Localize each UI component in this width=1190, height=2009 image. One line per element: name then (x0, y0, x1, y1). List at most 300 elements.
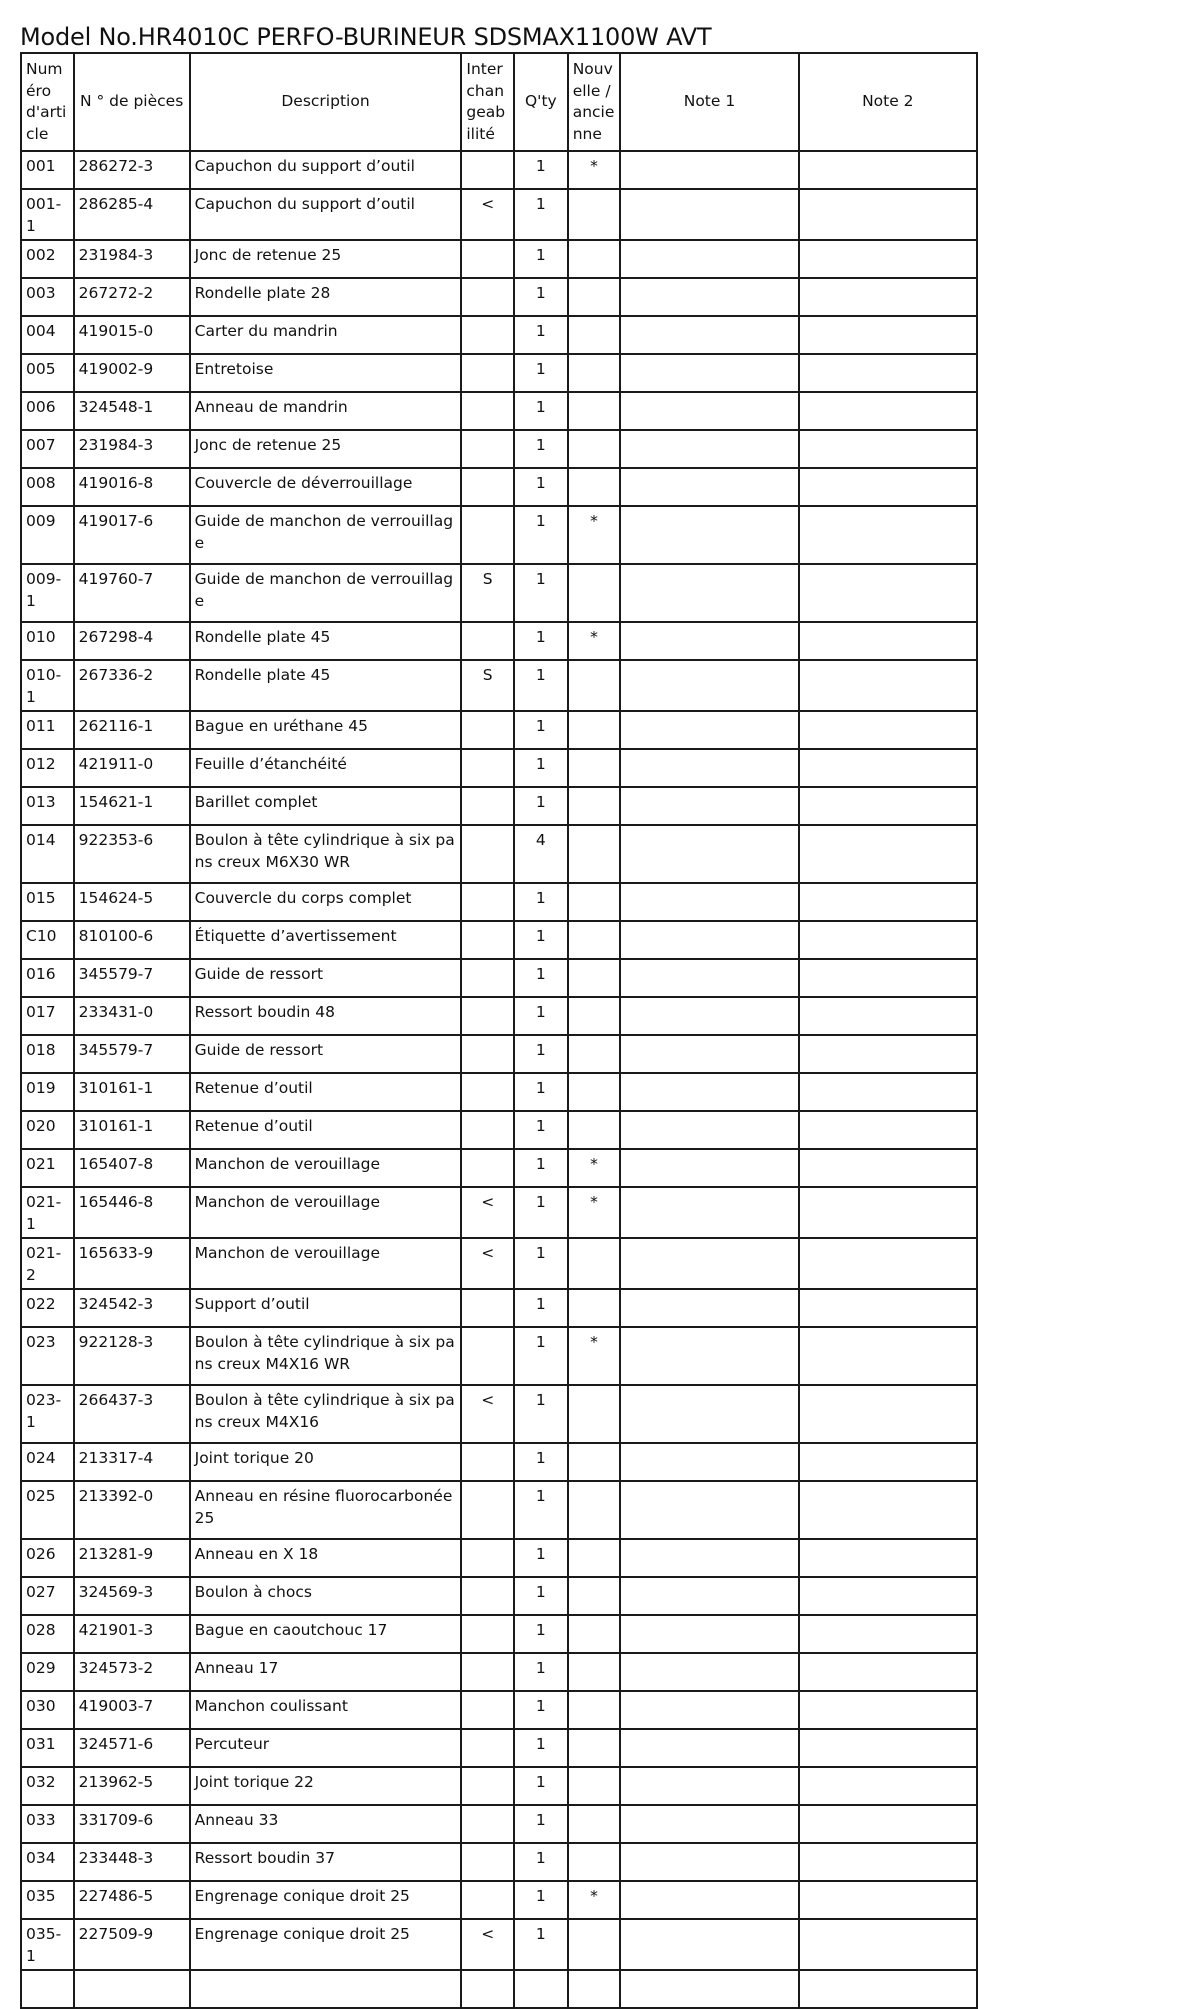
note-2-cell (799, 749, 977, 787)
description-cell: Rondelle plate 45 (190, 660, 462, 711)
item-number-cell: 013 (21, 787, 74, 825)
table-row (21, 1539, 977, 1577)
description-cell: Rondelle plate 28 (190, 278, 462, 316)
interchangeability-cell: < (461, 1238, 514, 1289)
table-row (21, 1881, 977, 1919)
part-number-cell: 267272-2 (74, 278, 190, 316)
note-2-cell (799, 1577, 977, 1615)
note-2-cell (799, 787, 977, 825)
description-cell: Retenue d’outil (190, 1073, 462, 1111)
table-row (21, 354, 977, 392)
table-row (21, 825, 977, 883)
note-2-cell (799, 959, 977, 997)
note-2-cell (799, 1289, 977, 1327)
quantity-cell: 1 (514, 1919, 568, 1970)
interchangeability-cell (461, 151, 514, 189)
part-number-cell: 267298-4 (74, 622, 190, 660)
quantity-cell: 1 (514, 1187, 568, 1238)
note-1-cell (620, 354, 798, 392)
note-2-cell (799, 921, 977, 959)
description-cell: Feuille d’étanchéité (190, 749, 462, 787)
table-row (21, 749, 977, 787)
new-old-cell (568, 711, 621, 749)
new-old-cell (568, 1539, 621, 1577)
interchangeability-cell (461, 1539, 514, 1577)
item-number-cell: 028 (21, 1615, 74, 1653)
quantity-cell: 4 (514, 825, 568, 883)
new-old-cell (568, 1289, 621, 1327)
note-1-cell (620, 506, 798, 564)
part-number-cell: 154621-1 (74, 787, 190, 825)
interchangeability-cell (461, 1327, 514, 1385)
note-1-cell (620, 1729, 798, 1767)
empty-cell (514, 1970, 568, 2008)
table-row (21, 921, 977, 959)
item-number-cell: 011 (21, 711, 74, 749)
item-number-cell: 008 (21, 468, 74, 506)
interchangeability-cell: S (461, 564, 514, 622)
note-1-cell (620, 1653, 798, 1691)
item-number-cell: 021 (21, 1149, 74, 1187)
description-cell: Bague en uréthane 45 (190, 711, 462, 749)
part-number-cell: 165446-8 (74, 1187, 190, 1238)
new-old-cell: * (568, 1881, 621, 1919)
note-1-cell (620, 1111, 798, 1149)
description-cell: Boulon à tête cylindrique à six pans creux M4X16 WR (190, 1327, 462, 1385)
new-old-cell: * (568, 151, 621, 189)
quantity-cell: 1 (514, 1729, 568, 1767)
item-number-cell: 010 (21, 622, 74, 660)
note-2-cell (799, 1481, 977, 1539)
item-number-cell: 009 (21, 506, 74, 564)
note-1-cell (620, 1443, 798, 1481)
note-2-cell (799, 622, 977, 660)
note-1-cell (620, 1919, 798, 1970)
note-2-cell (799, 1443, 977, 1481)
part-number-cell: 267336-2 (74, 660, 190, 711)
interchangeability-cell (461, 825, 514, 883)
new-old-cell (568, 354, 621, 392)
note-1-cell (620, 1327, 798, 1385)
quantity-cell: 1 (514, 1843, 568, 1881)
note-1-cell (620, 1238, 798, 1289)
note-2-cell (799, 564, 977, 622)
quantity-cell: 1 (514, 959, 568, 997)
new-old-cell (568, 921, 621, 959)
item-number-cell: 024 (21, 1443, 74, 1481)
interchangeability-cell (461, 1577, 514, 1615)
note-1-cell (620, 1881, 798, 1919)
new-old-cell (568, 564, 621, 622)
quantity-cell: 1 (514, 354, 568, 392)
new-old-cell: * (568, 1187, 621, 1238)
item-number-cell: 032 (21, 1767, 74, 1805)
item-number-cell: 021-1 (21, 1187, 74, 1238)
interchangeability-cell (461, 240, 514, 278)
note-2-cell (799, 1539, 977, 1577)
new-old-cell (568, 1843, 621, 1881)
table-row (21, 1238, 977, 1289)
quantity-cell: 1 (514, 660, 568, 711)
quantity-cell: 1 (514, 564, 568, 622)
interchangeability-cell (461, 1729, 514, 1767)
interchangeability-cell (461, 1073, 514, 1111)
part-number-cell: 213317-4 (74, 1443, 190, 1481)
header-quantity: Q'ty (514, 53, 568, 151)
interchangeability-cell (461, 392, 514, 430)
note-2-cell (799, 1691, 977, 1729)
note-1-cell (620, 787, 798, 825)
note-2-cell (799, 1187, 977, 1238)
note-2-cell (799, 1035, 977, 1073)
note-1-cell (620, 1187, 798, 1238)
item-number-cell: 020 (21, 1111, 74, 1149)
table-row (21, 1035, 977, 1073)
new-old-cell: * (568, 1149, 621, 1187)
table-row (21, 1327, 977, 1385)
table-row (21, 316, 977, 354)
description-cell: Capuchon du support d’outil (190, 151, 462, 189)
quantity-cell: 1 (514, 787, 568, 825)
interchangeability-cell (461, 622, 514, 660)
table-row (21, 392, 977, 430)
item-number-cell: 029 (21, 1653, 74, 1691)
interchangeability-cell (461, 959, 514, 997)
note-1-cell (620, 1767, 798, 1805)
page-title: Model No.HR4010C PERFO-BURINEUR SDSMAX1100W AVT (20, 23, 712, 51)
part-number-cell: 213392-0 (74, 1481, 190, 1539)
item-number-cell: 004 (21, 316, 74, 354)
note-1-cell (620, 278, 798, 316)
note-2-cell (799, 997, 977, 1035)
note-1-cell (620, 151, 798, 189)
quantity-cell: 1 (514, 506, 568, 564)
table-row (21, 564, 977, 622)
note-1-cell (620, 1691, 798, 1729)
parts-table (20, 52, 978, 2009)
note-1-cell (620, 468, 798, 506)
quantity-cell: 1 (514, 921, 568, 959)
part-number-cell: 419760-7 (74, 564, 190, 622)
table-row (21, 883, 977, 921)
item-number-cell: 001-1 (21, 189, 74, 240)
table-row (21, 1843, 977, 1881)
new-old-cell (568, 1238, 621, 1289)
part-number-cell: 165407-8 (74, 1149, 190, 1187)
interchangeability-cell (461, 1443, 514, 1481)
quantity-cell: 1 (514, 1111, 568, 1149)
note-2-cell (799, 316, 977, 354)
interchangeability-cell (461, 883, 514, 921)
part-number-cell: 286285-4 (74, 189, 190, 240)
new-old-cell (568, 997, 621, 1035)
description-cell: Barillet complet (190, 787, 462, 825)
new-old-cell (568, 430, 621, 468)
table-row (21, 997, 977, 1035)
quantity-cell: 1 (514, 1327, 568, 1385)
note-2-cell (799, 1805, 977, 1843)
part-number-cell: 324542-3 (74, 1289, 190, 1327)
interchangeability-cell: < (461, 1385, 514, 1443)
new-old-cell (568, 278, 621, 316)
quantity-cell: 1 (514, 1238, 568, 1289)
table-row (21, 787, 977, 825)
description-cell: Manchon de verouillage (190, 1238, 462, 1289)
note-2-cell (799, 1615, 977, 1653)
item-number-cell: 022 (21, 1289, 74, 1327)
part-number-cell: 213962-5 (74, 1767, 190, 1805)
note-2-cell (799, 468, 977, 506)
item-number-cell: 023-1 (21, 1385, 74, 1443)
part-number-cell: 233431-0 (74, 997, 190, 1035)
part-number-cell: 233448-3 (74, 1843, 190, 1881)
description-cell: Percuteur (190, 1729, 462, 1767)
table-row (21, 660, 977, 711)
quantity-cell: 1 (514, 1035, 568, 1073)
header-note-1: Note 1 (620, 53, 798, 151)
item-number-cell: 023 (21, 1327, 74, 1385)
table-row (21, 1073, 977, 1111)
note-2-cell (799, 1073, 977, 1111)
quantity-cell: 1 (514, 1539, 568, 1577)
new-old-cell (568, 1385, 621, 1443)
interchangeability-cell (461, 468, 514, 506)
note-2-cell (799, 1729, 977, 1767)
interchangeability-cell: < (461, 189, 514, 240)
part-number-cell: 324571-6 (74, 1729, 190, 1767)
note-1-cell (620, 430, 798, 468)
empty-cell (620, 1970, 798, 2008)
interchangeability-cell: < (461, 1187, 514, 1238)
note-2-cell (799, 1327, 977, 1385)
note-1-cell (620, 316, 798, 354)
new-old-cell (568, 1805, 621, 1843)
note-1-cell (620, 189, 798, 240)
part-number-cell: 266437-3 (74, 1385, 190, 1443)
part-number-cell: 810100-6 (74, 921, 190, 959)
part-number-cell: 262116-1 (74, 711, 190, 749)
interchangeability-cell (461, 506, 514, 564)
part-number-cell: 231984-3 (74, 430, 190, 468)
item-number-cell: 001 (21, 151, 74, 189)
interchangeability-cell (461, 1149, 514, 1187)
note-2-cell (799, 711, 977, 749)
description-cell: Guide de manchon de verrouillage (190, 506, 462, 564)
quantity-cell: 1 (514, 278, 568, 316)
new-old-cell (568, 1073, 621, 1111)
note-1-cell (620, 825, 798, 883)
table-row (21, 1187, 977, 1238)
table-row (21, 1767, 977, 1805)
description-cell: Ressort boudin 48 (190, 997, 462, 1035)
quantity-cell: 1 (514, 1481, 568, 1539)
table-row (21, 959, 977, 997)
note-1-cell (620, 1577, 798, 1615)
table-row (21, 1289, 977, 1327)
table-row (21, 1691, 977, 1729)
new-old-cell (568, 189, 621, 240)
new-old-cell (568, 1035, 621, 1073)
description-cell: Joint torique 20 (190, 1443, 462, 1481)
interchangeability-cell (461, 430, 514, 468)
empty-cell (74, 1970, 190, 2008)
new-old-cell: * (568, 506, 621, 564)
description-cell: Anneau en X 18 (190, 1539, 462, 1577)
note-1-cell (620, 1481, 798, 1539)
description-cell: Carter du mandrin (190, 316, 462, 354)
note-2-cell (799, 506, 977, 564)
note-2-cell (799, 1385, 977, 1443)
item-number-cell: 019 (21, 1073, 74, 1111)
interchangeability-cell (461, 1843, 514, 1881)
interchangeability-cell: < (461, 1919, 514, 1970)
item-number-cell: 005 (21, 354, 74, 392)
note-2-cell (799, 1653, 977, 1691)
description-cell: Ressort boudin 37 (190, 1843, 462, 1881)
part-number-cell: 324569-3 (74, 1577, 190, 1615)
item-number-cell: 007 (21, 430, 74, 468)
table-row (21, 1970, 977, 2008)
new-old-cell (568, 787, 621, 825)
note-1-cell (620, 959, 798, 997)
note-2-cell (799, 240, 977, 278)
table-row (21, 506, 977, 564)
item-number-cell: 026 (21, 1539, 74, 1577)
description-cell: Couvercle de déverrouillage (190, 468, 462, 506)
description-cell: Manchon de verouillage (190, 1149, 462, 1187)
part-number-cell: 421901-3 (74, 1615, 190, 1653)
quantity-cell: 1 (514, 316, 568, 354)
table-header-row (21, 53, 977, 151)
description-cell: Couvercle du corps complet (190, 883, 462, 921)
interchangeability-cell (461, 278, 514, 316)
note-1-cell (620, 392, 798, 430)
part-number-cell: 419017-6 (74, 506, 190, 564)
interchangeability-cell (461, 1289, 514, 1327)
new-old-cell (568, 959, 621, 997)
header-item-number: Numéro d'article (21, 53, 74, 151)
quantity-cell: 1 (514, 883, 568, 921)
item-number-cell: 012 (21, 749, 74, 787)
part-number-cell: 419015-0 (74, 316, 190, 354)
note-1-cell (620, 1149, 798, 1187)
note-1-cell (620, 660, 798, 711)
new-old-cell (568, 1691, 621, 1729)
quantity-cell: 1 (514, 622, 568, 660)
description-cell: Jonc de retenue 25 (190, 240, 462, 278)
interchangeability-cell (461, 749, 514, 787)
quantity-cell: 1 (514, 1653, 568, 1691)
interchangeability-cell (461, 354, 514, 392)
note-1-cell (620, 1615, 798, 1653)
new-old-cell (568, 468, 621, 506)
note-1-cell (620, 711, 798, 749)
table-row (21, 1653, 977, 1691)
interchangeability-cell (461, 1881, 514, 1919)
part-number-cell: 345579-7 (74, 1035, 190, 1073)
description-cell: Manchon de verouillage (190, 1187, 462, 1238)
part-number-cell: 310161-1 (74, 1073, 190, 1111)
quantity-cell: 1 (514, 468, 568, 506)
table-row (21, 1149, 977, 1187)
note-2-cell (799, 1767, 977, 1805)
item-number-cell: 016 (21, 959, 74, 997)
interchangeability-cell (461, 316, 514, 354)
new-old-cell (568, 1729, 621, 1767)
part-number-cell: 324548-1 (74, 392, 190, 430)
header-description: Description (190, 53, 462, 151)
part-number-cell: 231984-3 (74, 240, 190, 278)
interchangeability-cell (461, 1691, 514, 1729)
quantity-cell: 1 (514, 711, 568, 749)
description-cell: Joint torique 22 (190, 1767, 462, 1805)
empty-cell (21, 1970, 74, 2008)
item-number-cell: 035 (21, 1881, 74, 1919)
new-old-cell (568, 883, 621, 921)
item-number-cell: 002 (21, 240, 74, 278)
note-2-cell (799, 189, 977, 240)
item-number-cell: 009-1 (21, 564, 74, 622)
note-2-cell (799, 392, 977, 430)
part-number-cell: 419003-7 (74, 1691, 190, 1729)
new-old-cell (568, 1111, 621, 1149)
part-number-cell: 922353-6 (74, 825, 190, 883)
item-number-cell: 014 (21, 825, 74, 883)
interchangeability-cell (461, 1653, 514, 1691)
table-row (21, 430, 977, 468)
note-1-cell (620, 1385, 798, 1443)
note-1-cell (620, 997, 798, 1035)
header-interchangeability: Interchangeabilité (461, 53, 514, 151)
table-row (21, 1805, 977, 1843)
empty-cell (799, 1970, 977, 2008)
quantity-cell: 1 (514, 1881, 568, 1919)
note-1-cell (620, 749, 798, 787)
item-number-cell: 031 (21, 1729, 74, 1767)
description-cell: Guide de ressort (190, 959, 462, 997)
empty-cell (568, 1970, 621, 2008)
note-1-cell (620, 1073, 798, 1111)
description-cell: Engrenage conique droit 25 (190, 1919, 462, 1970)
note-1-cell (620, 1035, 798, 1073)
table-row (21, 1481, 977, 1539)
empty-cell (461, 1970, 514, 2008)
quantity-cell: 1 (514, 430, 568, 468)
quantity-cell: 1 (514, 151, 568, 189)
new-old-cell (568, 1653, 621, 1691)
quantity-cell: 1 (514, 997, 568, 1035)
table-row (21, 151, 977, 189)
item-number-cell: 034 (21, 1843, 74, 1881)
description-cell: Anneau en résine fluorocarbonée 25 (190, 1481, 462, 1539)
new-old-cell (568, 1767, 621, 1805)
interchangeability-cell: S (461, 660, 514, 711)
header-part-number: N ° de pièces (74, 53, 190, 151)
new-old-cell (568, 1443, 621, 1481)
parts-table-container (20, 52, 978, 1965)
description-cell: Anneau 17 (190, 1653, 462, 1691)
item-number-cell: 006 (21, 392, 74, 430)
note-1-cell (620, 921, 798, 959)
table-row (21, 711, 977, 749)
quantity-cell: 1 (514, 1767, 568, 1805)
quantity-cell: 1 (514, 1577, 568, 1615)
item-number-cell: 035-1 (21, 1919, 74, 1970)
description-cell: Guide de ressort (190, 1035, 462, 1073)
new-old-cell (568, 316, 621, 354)
header-new-old: Nouvelle / ancienne (568, 53, 621, 151)
item-number-cell: 010-1 (21, 660, 74, 711)
